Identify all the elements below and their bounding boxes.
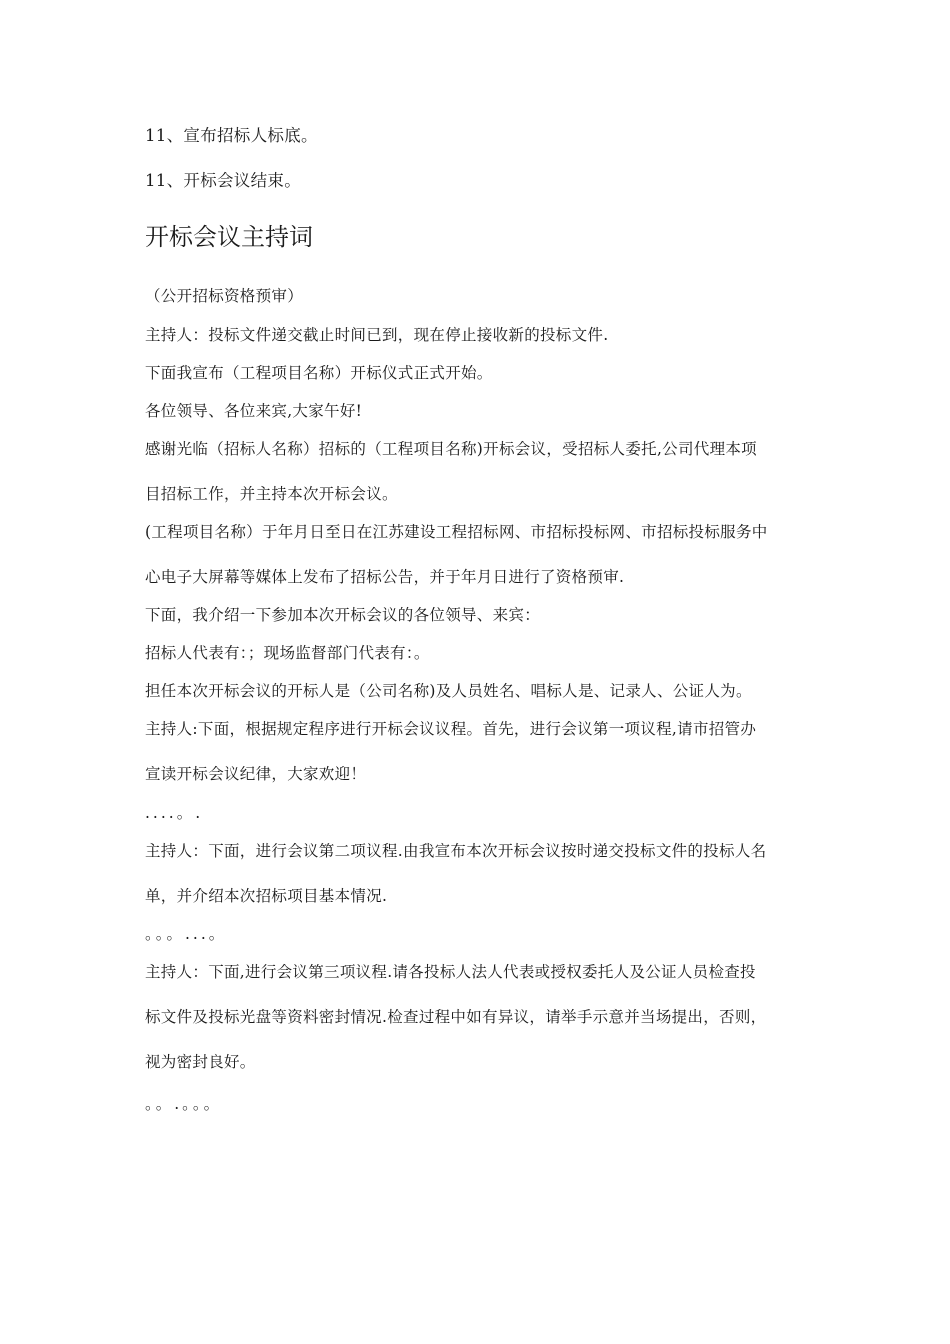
paragraph: 主持人：下面,进行会议第三项议程.请各投标人法人代表或授权委托人及公证人员检查投 [145,963,756,981]
paragraph: 下面我宣布（工程项目名称）开标仪式正式开始。 [145,364,493,382]
paragraph: (工程项目名称）于年月日至日在江苏建设工程招标网、市招标投标网、市招标投标服务中 [145,523,768,541]
paragraph: 主持人：下面，进行会议第二项议程.由我宣布本次开标会议按时递交投标文件的投标人名 [145,842,767,860]
paragraph: 心电子大屏幕等媒体上发布了招标公告，并于年月日进行了资格预审. [145,568,625,586]
ellipsis-separator: 。。。...。 [145,925,228,943]
paragraph: 感谢光临（招标人名称）招标的（工程项目名称)开标会议，受招标人委托,公司代理本项 [145,440,757,458]
page-title: 开标会议主持词 [145,223,313,251]
ellipsis-separator: 。。.。。。 [145,1095,223,1113]
list-item-meeting-end: 11、开标会议结束。 [145,171,301,190]
paragraph: 担任本次开标会议的开标人是（公司名称)及人员姓名、唱标人是、记录人、公证人为。 [145,682,752,700]
paragraph: 主持人：投标文件递交截止时间已到，现在停止接收新的投标文件. [145,326,609,344]
paragraph: 视为密封良好。 [145,1053,256,1071]
paragraph: 下面，我介绍一下参加本次开标会议的各位领导、来宾： [145,606,541,624]
paragraph: 标文件及投标光盘等资料密封情况.检查过程中如有异议，请举手示意并当场提出，否则， [145,1008,767,1026]
ellipsis-separator: ....。. [145,804,204,822]
paragraph: 主持人:下面，根据规定程序进行开标会议议程。首先，进行会议第一项议程,请市招管办 [145,720,757,738]
paragraph: 目招标工作，并主持本次开标会议。 [145,485,398,503]
list-item-announce-base-price: 11、宣布招标人标底。 [145,126,318,145]
paragraph: 宣读开标会议纪律，大家欢迎！ [145,765,367,783]
paragraph: 各位领导、各位来宾,大家午好! [145,402,363,420]
paragraph-subtitle: （公开招标资格预审） [145,287,304,305]
paragraph: 单，并介绍本次招标项目基本情况. [145,887,388,905]
paragraph: 招标人代表有：；现场监督部门代表有：。 [145,644,430,662]
